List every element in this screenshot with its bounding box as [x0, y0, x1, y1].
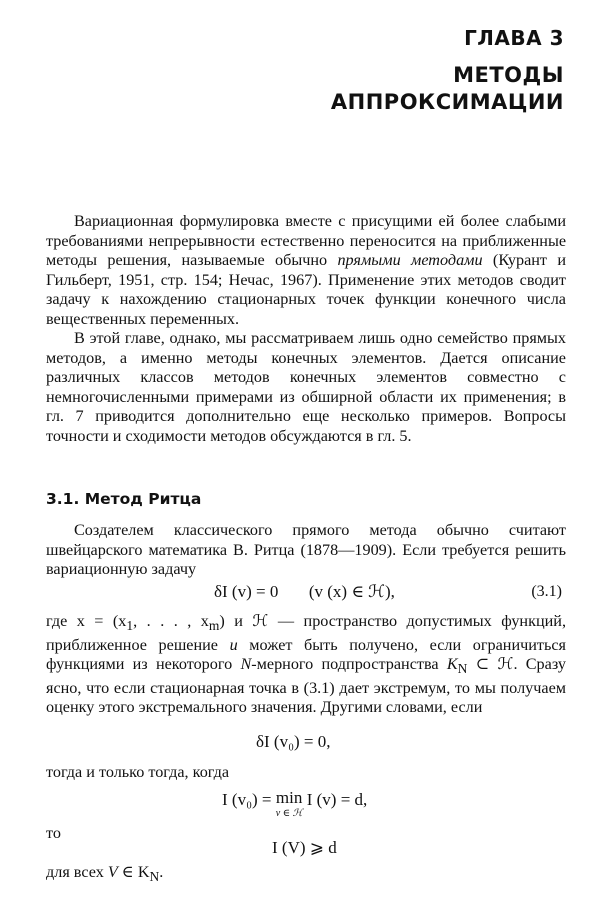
term-direct-methods: прямыми методами — [337, 251, 483, 269]
section-paragraph-2: где $x = (x_1$, . . . , $x_m$) и ℋ — пространство допустимых функций, приближенное решение u может быть получено, если ограничиться функциями из некоторого N-мерного подпространства $K_N$ ⊂ ℋ. Сразу ясно, что если стационарная точка в (3.1) дает экстремум, то мы получаем оценку этого экстремального значения. Другими словами, если — [46, 612, 566, 717]
equation-3-1-left: δI (v) = 0 — [214, 582, 279, 601]
equation-3-1 — [214, 582, 395, 602]
word-to: то — [46, 824, 61, 842]
equation-stationary: δI (v₀) = 0, — [256, 732, 331, 751]
section-paragraph-1: Создателем классического прямого метода обычно считают швейцарского математика В. Ритца (1878—1909). Если требуется решить вариационную задачу — [46, 521, 566, 578]
intro-text — [46, 212, 566, 446]
chapter-title-line1: МЕТОДЫ — [453, 63, 564, 87]
equation-3-1-condition: (v (x) ∈ ℋ), — [308, 582, 395, 601]
equation-number: (3.1) — [531, 583, 562, 600]
min-operator: min v ∈ ℋ — [275, 788, 303, 819]
equation-minimum: I (v₀) = min v ∈ ℋ I (v) = d, — [222, 790, 367, 822]
chapter-label: ГЛАВА 3 — [464, 26, 564, 50]
chapter-title — [331, 62, 564, 116]
section-heading: 3.1. Метод Ритца — [46, 490, 202, 508]
then-and-only-then-text: тогда и только тогда, когда — [46, 763, 230, 781]
equation-inequality: I (V) ⩾ d — [272, 838, 337, 857]
intro-paragraph-1: Вариационная формулировка вместе с присущими ей более слабыми требованиями непрерывности естественно переносится на приближенные методы решения, называемые обычно прямыми методами (Курант и Гильберт, 1951, стр. 154; Нечас, 1967). Применение этих методов сводит задачу к нахождению стационарных точек функции конечного числа вещественных переменных. — [46, 212, 567, 328]
chapter-title-line2: АППРОКСИМАЦИИ — [330, 90, 564, 114]
last-line: для всех V ∈ $K_N$. — [46, 863, 164, 885]
intro-paragraph-2: В этой главе, однако, мы рассматриваем лишь одно семейство прямых методов, а именно методы конечных элементов. Дается описание различных классов методов конечных элементов совместно с немногочисленными примерами из обширной области их применения; в гл. 7 приводится дополнительно еще несколько примеров. Вопросы точности и сходимости методов обсуждаются в гл. 5. — [46, 329, 566, 445]
